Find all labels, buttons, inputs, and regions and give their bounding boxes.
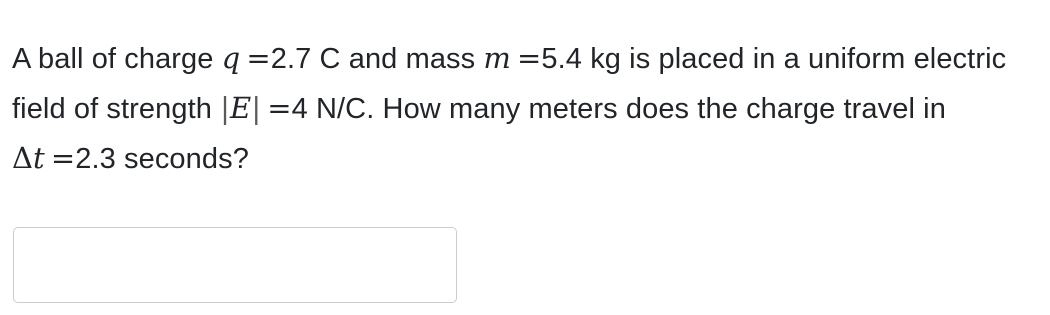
question-segment: 2.3 seconds?	[75, 143, 249, 175]
equals-sign: =	[517, 41, 542, 75]
abs-bar-right: |	[251, 91, 262, 125]
question-segment: A ball of charge	[12, 43, 222, 75]
field-symbol: E	[230, 91, 252, 125]
question-text	[12, 34, 1048, 184]
equals-sign: =	[246, 41, 271, 75]
equals-sign: =	[267, 91, 292, 125]
time-symbol: t	[33, 141, 45, 175]
delta-symbol: Δ	[12, 141, 34, 175]
question-segment: 4 N/C. How many meters does the charge travel in	[291, 93, 946, 125]
abs-bar-left: |	[220, 91, 231, 125]
mass-symbol: m	[483, 41, 512, 75]
charge-symbol: q	[221, 41, 241, 75]
question-segment: 2.7 C and mass	[270, 43, 484, 75]
answer-input[interactable]	[13, 227, 457, 303]
equals-sign: =	[50, 141, 76, 175]
question-segment: 5.4 kg is placed in a uniform electric field of strength	[12, 43, 1007, 125]
